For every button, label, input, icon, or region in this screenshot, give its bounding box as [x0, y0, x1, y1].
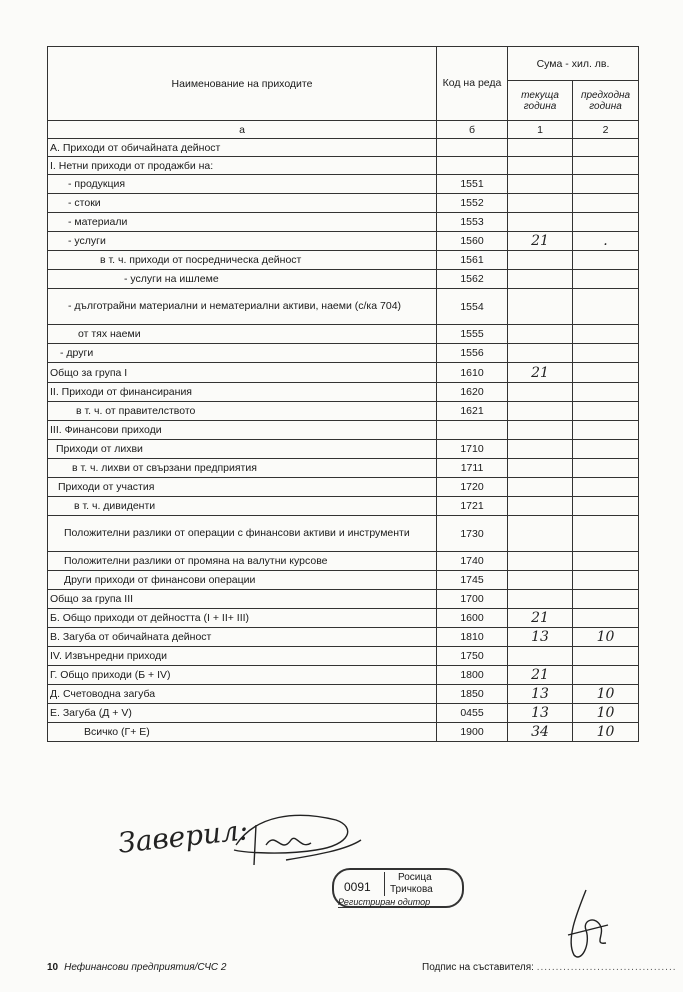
row-code: 1900	[437, 723, 508, 742]
row-name: I. Нетни приходи от продажби на:	[48, 157, 437, 175]
row-code: 1721	[437, 497, 508, 516]
row-previous-value	[573, 383, 639, 402]
table-row	[48, 497, 639, 516]
row-previous-value	[573, 459, 639, 478]
row-code: 1720	[437, 478, 508, 497]
row-code: 1554	[437, 289, 508, 325]
table-row	[48, 194, 639, 213]
row-current-value	[508, 497, 573, 516]
table-row	[48, 344, 639, 363]
row-current-value	[508, 175, 573, 194]
row-name: - продукция	[48, 175, 437, 194]
row-name: Положителни разлики от промяна на валутни курсове	[48, 552, 437, 571]
row-name: Всичко (Г+ Е)	[48, 723, 437, 742]
row-current-value: 21	[508, 666, 573, 685]
row-name: Приходи от лихви	[48, 440, 437, 459]
row-code: 1553	[437, 213, 508, 232]
row-code: 1562	[437, 270, 508, 289]
header-previous-year: предходна година	[573, 81, 639, 121]
table-row	[48, 251, 639, 270]
row-previous-value	[573, 363, 639, 383]
row-previous-value: 10	[573, 704, 639, 723]
table-body	[48, 139, 639, 742]
row-code: 0455	[437, 704, 508, 723]
table-row	[48, 440, 639, 459]
row-current-value	[508, 213, 573, 232]
row-code	[437, 157, 508, 175]
table-row	[48, 421, 639, 440]
row-name: Е. Загуба (Д + V)	[48, 704, 437, 723]
row-name: от тях наеми	[48, 325, 437, 344]
row-current-value: 21	[508, 232, 573, 251]
row-previous-value: 10	[573, 685, 639, 704]
table-row	[48, 459, 639, 478]
row-current-value	[508, 383, 573, 402]
row-current-value	[508, 289, 573, 325]
row-code: 1800	[437, 666, 508, 685]
row-previous-value	[573, 139, 639, 157]
row-name: II. Приходи от финансирания	[48, 383, 437, 402]
table-row	[48, 139, 639, 157]
row-previous-value	[573, 590, 639, 609]
row-current-value: 34	[508, 723, 573, 742]
table-row	[48, 383, 639, 402]
row-previous-value	[573, 497, 639, 516]
row-code: 1745	[437, 571, 508, 590]
row-current-value	[508, 590, 573, 609]
table-row	[48, 157, 639, 175]
row-name: Г. Общо приходи (Б + IV)	[48, 666, 437, 685]
auditor-signature	[226, 805, 366, 875]
row-name: Д. Счетоводна загуба	[48, 685, 437, 704]
stamp-number: 0091	[344, 880, 371, 894]
row-code	[437, 139, 508, 157]
row-current-value	[508, 516, 573, 552]
row-name: в т. ч. от правителството	[48, 402, 437, 421]
table-row	[48, 213, 639, 232]
row-current-value	[508, 402, 573, 421]
preparer-signature	[556, 885, 616, 965]
row-previous-value	[573, 344, 639, 363]
row-previous-value	[573, 402, 639, 421]
row-code: 1850	[437, 685, 508, 704]
table-row	[48, 289, 639, 325]
table-row	[48, 723, 639, 742]
row-current-value	[508, 647, 573, 666]
page-number: 10	[47, 962, 59, 973]
row-previous-value	[573, 666, 639, 685]
table-row	[48, 402, 639, 421]
row-current-value	[508, 344, 573, 363]
stamp-last-name: Тричкова	[390, 884, 433, 895]
row-previous-value: .	[573, 232, 639, 251]
table-row	[48, 666, 639, 685]
row-name: в т. ч. приходи от посредническа дейност	[48, 251, 437, 270]
row-previous-value	[573, 289, 639, 325]
row-code: 1810	[437, 628, 508, 647]
row-current-value	[508, 251, 573, 270]
stamp-divider	[384, 872, 385, 896]
row-code: 1711	[437, 459, 508, 478]
stamp-first-name: Росица	[398, 872, 432, 883]
row-name: Положителни разлики от операции с финансови активи и инструменти	[48, 516, 437, 552]
row-current-value	[508, 157, 573, 175]
row-previous-value	[573, 175, 639, 194]
stamp-role: Регистриран одитор	[338, 897, 431, 907]
row-code: 1552	[437, 194, 508, 213]
income-statement-table	[47, 46, 639, 742]
table-row	[48, 175, 639, 194]
row-name: А. Приходи от обичайната дейност	[48, 139, 437, 157]
row-name: Общо за група III	[48, 590, 437, 609]
row-code: 1620	[437, 383, 508, 402]
row-name: - дълготрайни материални и нематериални активи, наеми (с/ка 704)	[48, 289, 437, 325]
row-name: Б. Общо приходи от дейността (I + II+ III)	[48, 609, 437, 628]
row-previous-value	[573, 478, 639, 497]
row-code: 1750	[437, 647, 508, 666]
row-current-value: 13	[508, 685, 573, 704]
table-row	[48, 704, 639, 723]
row-current-value	[508, 421, 573, 440]
table-row	[48, 685, 639, 704]
table-row	[48, 363, 639, 383]
row-current-value: 13	[508, 704, 573, 723]
row-code: 1551	[437, 175, 508, 194]
row-code: 1610	[437, 363, 508, 383]
row-current-value	[508, 440, 573, 459]
row-code: 1621	[437, 402, 508, 421]
row-name: - други	[48, 344, 437, 363]
row-name: - стоки	[48, 194, 437, 213]
row-previous-value	[573, 157, 639, 175]
row-name: - услуги на ишлеме	[48, 270, 437, 289]
row-name: Общо за група I	[48, 363, 437, 383]
row-previous-value	[573, 213, 639, 232]
row-name: Други приходи от финансови операции	[48, 571, 437, 590]
row-previous-value	[573, 609, 639, 628]
row-current-value	[508, 552, 573, 571]
signature-label: Подпис на съставителя:	[422, 962, 534, 973]
row-current-value: 21	[508, 609, 573, 628]
footer-signature	[422, 962, 677, 973]
row-code: 1710	[437, 440, 508, 459]
row-current-value	[508, 325, 573, 344]
row-previous-value	[573, 251, 639, 270]
row-previous-value	[573, 647, 639, 666]
row-name: Приходи от участия	[48, 478, 437, 497]
signature-line: .....................................	[536, 962, 677, 973]
row-name: IV. Извънредни приходи	[48, 647, 437, 666]
row-previous-value	[573, 516, 639, 552]
table-row	[48, 478, 639, 497]
row-code: 1560	[437, 232, 508, 251]
header-current-year: текуща година	[508, 81, 573, 121]
header-sum: Сума - хил. лв.	[508, 47, 639, 81]
publication-title: Нефинансови предприятия/СЧС 2	[64, 962, 227, 973]
table-row	[48, 609, 639, 628]
row-previous-value	[573, 571, 639, 590]
row-current-value	[508, 459, 573, 478]
row-current-value: 13	[508, 628, 573, 647]
row-current-value	[508, 139, 573, 157]
row-current-value	[508, 194, 573, 213]
row-code: 1561	[437, 251, 508, 270]
table-row	[48, 325, 639, 344]
row-code: 1730	[437, 516, 508, 552]
footer-publication	[47, 962, 227, 973]
row-current-value	[508, 478, 573, 497]
row-name: в т. ч. дивиденти	[48, 497, 437, 516]
row-previous-value	[573, 194, 639, 213]
row-code	[437, 421, 508, 440]
row-name: - услуги	[48, 232, 437, 251]
row-name: - материали	[48, 213, 437, 232]
subheader-b: б	[437, 121, 508, 139]
table-row	[48, 516, 639, 552]
table-row	[48, 571, 639, 590]
table-row	[48, 270, 639, 289]
row-code: 1600	[437, 609, 508, 628]
row-code: 1555	[437, 325, 508, 344]
row-name: III. Финансови приходи	[48, 421, 437, 440]
row-current-value	[508, 270, 573, 289]
row-code: 1556	[437, 344, 508, 363]
row-previous-value: 10	[573, 723, 639, 742]
row-previous-value	[573, 421, 639, 440]
subheader-2: 2	[573, 121, 639, 139]
header-name: Наименование на приходите	[48, 47, 437, 121]
row-current-value: 21	[508, 363, 573, 383]
row-previous-value: 10	[573, 628, 639, 647]
row-name: В. Загуба от обичайната дейност	[48, 628, 437, 647]
handwritten-verified-label: Заверил:	[116, 813, 250, 860]
row-previous-value	[573, 270, 639, 289]
row-code: 1700	[437, 590, 508, 609]
row-previous-value	[573, 325, 639, 344]
header-code: Код на реда	[437, 47, 508, 121]
row-name: в т. ч. лихви от свързани предприятия	[48, 459, 437, 478]
subheader-a: а	[48, 121, 437, 139]
row-code: 1740	[437, 552, 508, 571]
row-previous-value	[573, 440, 639, 459]
table-row	[48, 232, 639, 251]
subheader-1: 1	[508, 121, 573, 139]
table-row	[48, 552, 639, 571]
table-row	[48, 590, 639, 609]
row-previous-value	[573, 552, 639, 571]
row-current-value	[508, 571, 573, 590]
table-row	[48, 647, 639, 666]
table-row	[48, 628, 639, 647]
